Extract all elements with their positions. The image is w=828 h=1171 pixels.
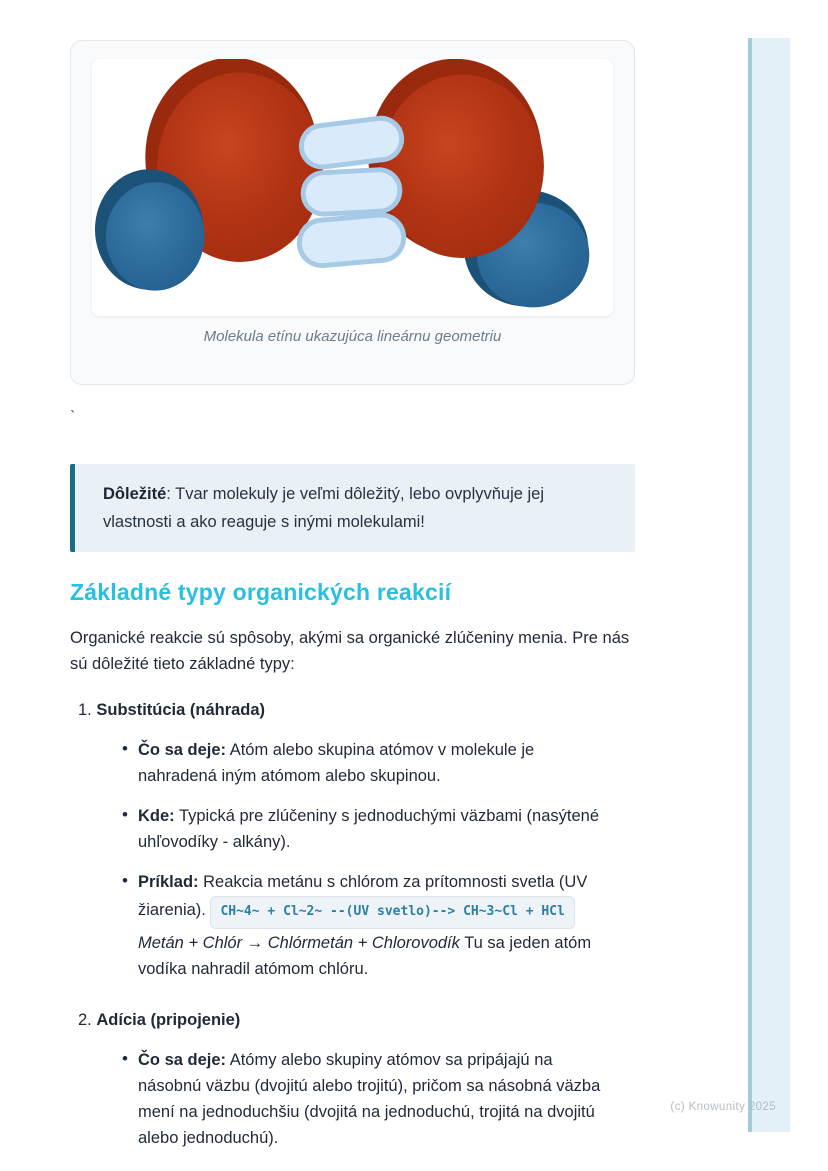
reaction-equation-code: CH~4~ + Cl~2~ --(UV svetlo)--> CH~3~Cl + HCl: [210, 896, 574, 929]
bullet-co-sa-deje: [122, 1047, 614, 1151]
triple-bond: [297, 116, 405, 268]
list-item-substitution: [70, 697, 635, 982]
bullet-list: [122, 737, 635, 982]
bullet-text: Typická pre zlúčeniny s jednoduchými väzbami (nasýtené uhľovodíky - alkány).: [138, 807, 599, 851]
bullet-label: Čo sa deje:: [138, 741, 227, 759]
figure-image-panel: [92, 59, 613, 316]
bullet-text: Atóm alebo skupina atómov v molekule je nahradená iným atómom alebo skupinou.: [138, 741, 535, 785]
figure-caption: Molekula etínu ukazujúca lineárnu geometriu: [203, 328, 502, 345]
list-item-title: Substitúcia (náhrada): [96, 701, 266, 719]
callout-text: : Tvar molekuly je veľmi dôležitý, lebo ovplyvňuje jej vlastnosti a ako reaguje s inými molekulami!: [103, 485, 545, 531]
important-callout: [70, 464, 635, 552]
callout-label: Dôležité: [103, 485, 167, 503]
reaction-types-list: [70, 697, 635, 1151]
page-edge-strip: [748, 38, 790, 1132]
list-item-number: 2.: [78, 1011, 92, 1029]
bullet-text: Reakcia metánu s chlórom za prítomnosti svetla (UV žiarenia).: [138, 873, 588, 919]
bullet-list: [122, 1047, 635, 1151]
bullet-label: Kde:: [138, 807, 175, 825]
bullet-after-text: Tu sa jeden atóm vodíka nahradil atómom chlóru.: [138, 934, 592, 978]
reaction-names-italic: Metán + Chlór → Chlórmetán + Chlorovodík: [138, 934, 460, 952]
copyright-footer: (c) Knowunity 2025: [670, 1101, 776, 1113]
bullet-text: Atómy alebo skupiny atómov sa pripájajú na násobnú väzbu (dvojitú alebo trojitú), pričom sa násobná väzba mení na jednoduchšiu (dvojitá na jednoduchú, trojitá na dvojitú alebo jednoduchú).: [138, 1051, 601, 1147]
list-item-heading: [70, 697, 635, 723]
document-body: [70, 0, 635, 1151]
bullet-co-sa-deje: [122, 737, 614, 789]
list-item-addition: [70, 1007, 635, 1151]
bullet-label: Príklad:: [138, 873, 199, 891]
bullet-priklad: [122, 869, 614, 982]
bullet-kde: [122, 803, 614, 855]
figure-card: [70, 40, 635, 385]
hydrogen-atom-left: [95, 169, 205, 290]
list-item-heading: [70, 1007, 635, 1033]
list-item-title: Adícia (pripojenie): [96, 1011, 241, 1029]
section-intro: Organické reakcie sú spôsoby, akými sa organické zlúčeniny menia. Pre nás sú dôležité tieto základné typy:: [70, 629, 630, 673]
ethyne-molecule-illustration: [92, 59, 613, 316]
section-heading: Základné typy organických reakcií: [70, 579, 452, 605]
bullet-label: Čo sa deje:: [138, 1051, 227, 1069]
list-item-number: 1.: [78, 701, 92, 719]
stray-backtick: `: [70, 409, 76, 426]
